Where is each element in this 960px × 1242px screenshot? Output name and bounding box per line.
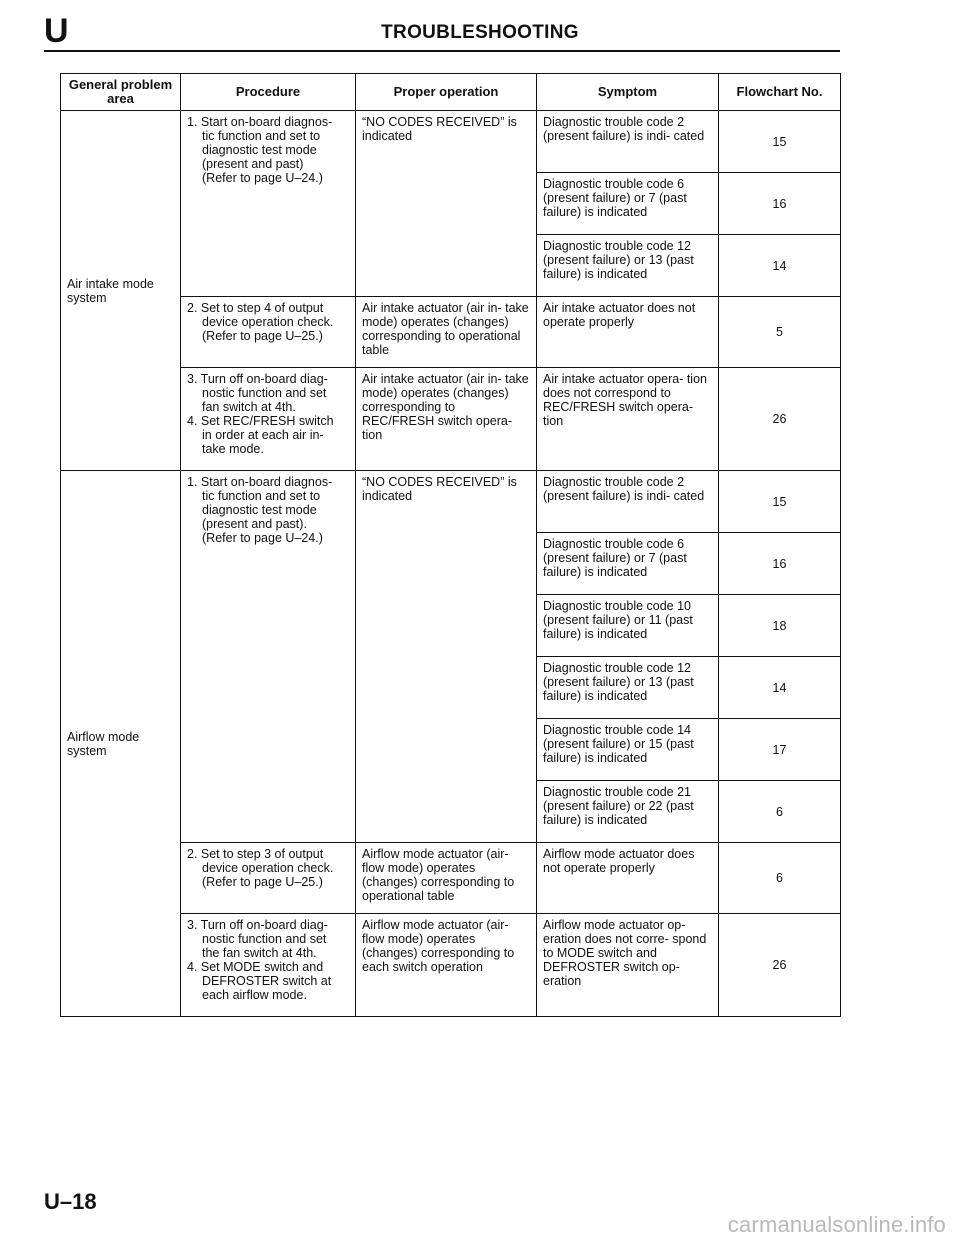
flowchart-number-cell: 18 bbox=[719, 595, 841, 657]
procedure-line: each airflow mode. bbox=[202, 988, 307, 1002]
proper-operation-cell: Airflow mode actuator (air- flow mode) operates (changes) corresponding to operational table bbox=[356, 843, 537, 914]
proper-operation-cell: “NO CODES RECEIVED” is indicated bbox=[356, 471, 537, 843]
procedure-line: nostic function and set bbox=[202, 386, 327, 400]
procedure-cell bbox=[181, 914, 356, 1017]
column-header-symptom: Symptom bbox=[537, 74, 719, 111]
symptom-cell: Diagnostic trouble code 2 (present failure) is indi- cated bbox=[537, 111, 719, 173]
symptom-cell: Air intake actuator does not operate properly bbox=[537, 297, 719, 368]
procedure-line: 2. Set to step 3 of output bbox=[187, 847, 324, 861]
symptom-cell: Diagnostic trouble code 12 (present failure) or 13 (past failure) is indicated bbox=[537, 235, 719, 297]
procedure-line: (Refer to page U–24.) bbox=[202, 531, 323, 545]
procedure-line: nostic function and set bbox=[202, 932, 327, 946]
procedure-line: take mode. bbox=[202, 442, 264, 456]
procedure-line: (Refer to page U–25.) bbox=[202, 329, 323, 343]
column-header-general-problem-area: General problem area bbox=[61, 74, 181, 111]
procedure-line: 4. Set MODE switch and bbox=[187, 960, 324, 974]
procedure-line: 4. Set REC/FRESH switch bbox=[187, 414, 334, 428]
flowchart-number-cell: 26 bbox=[719, 368, 841, 471]
column-header-procedure: Procedure bbox=[181, 74, 356, 111]
column-header-proper-operation: Proper operation bbox=[356, 74, 537, 111]
troubleshooting-table bbox=[60, 73, 841, 1017]
flowchart-number-cell: 17 bbox=[719, 719, 841, 781]
procedure-line: diagnostic test mode bbox=[202, 503, 317, 517]
proper-operation-cell: Airflow mode actuator (air- flow mode) operates (changes) corresponding to each switch operation bbox=[356, 914, 537, 1017]
procedure-line: (present and past). bbox=[202, 517, 307, 531]
proper-operation-cell: Air intake actuator (air in- take mode) operates (changes) corresponding to REC/FRESH switch opera- tion bbox=[356, 368, 537, 471]
procedure-line: DEFROSTER switch at bbox=[202, 974, 332, 988]
flowchart-number-cell: 16 bbox=[719, 533, 841, 595]
symptom-cell: Diagnostic trouble code 21 (present failure) or 22 (past failure) is indicated bbox=[537, 781, 719, 843]
procedure-line: (present and past) bbox=[202, 157, 304, 171]
flowchart-number-cell: 15 bbox=[719, 471, 841, 533]
symptom-cell: Air intake actuator opera- tion does not correspond to REC/FRESH switch opera- tion bbox=[537, 368, 719, 471]
procedure-line: 3. Turn off on-board diag- bbox=[187, 372, 328, 386]
procedure-line: the fan switch at 4th. bbox=[202, 946, 317, 960]
procedure-line: 1. Start on-board diagnos- bbox=[187, 115, 333, 129]
procedure-cell bbox=[181, 111, 356, 297]
page-title: TROUBLESHOOTING bbox=[381, 22, 579, 43]
procedure-line: (Refer to page U–24.) bbox=[202, 171, 323, 185]
page-number: U–18 bbox=[44, 1189, 97, 1214]
flowchart-number-cell: 14 bbox=[719, 235, 841, 297]
procedure-line: 2. Set to step 4 of output bbox=[187, 301, 324, 315]
proper-operation-cell: “NO CODES RECEIVED” is indicated bbox=[356, 111, 537, 297]
table-header-row bbox=[61, 74, 841, 111]
procedure-line: (Refer to page U–25.) bbox=[202, 875, 323, 889]
flowchart-number-cell: 6 bbox=[719, 781, 841, 843]
flowchart-number-cell: 14 bbox=[719, 657, 841, 719]
symptom-cell: Diagnostic trouble code 12 (present failure) or 13 (past failure) is indicated bbox=[537, 657, 719, 719]
symptom-cell: Diagnostic trouble code 10 (present failure) or 11 (past failure) is indicated bbox=[537, 595, 719, 657]
symptom-cell: Airflow mode actuator op- eration does not corre- spond to MODE switch and DEFROSTER switch op- eration bbox=[537, 914, 719, 1017]
procedure-line: 1. Start on-board diagnos- bbox=[187, 475, 333, 489]
symptom-cell: Diagnostic trouble code 6 (present failure) or 7 (past failure) is indicated bbox=[537, 533, 719, 595]
procedure-line: 3. Turn off on-board diag- bbox=[187, 918, 328, 932]
flowchart-number-cell: 16 bbox=[719, 173, 841, 235]
flowchart-number-cell: 5 bbox=[719, 297, 841, 368]
watermark: carmanualsonline.info bbox=[727, 1212, 946, 1237]
table-row bbox=[61, 111, 841, 173]
table-row bbox=[61, 471, 841, 533]
procedure-cell bbox=[181, 843, 356, 914]
section-letter: U bbox=[44, 12, 69, 50]
procedure-line: in order at each air in- bbox=[202, 428, 324, 442]
proper-operation-cell: Air intake actuator (air in- take mode) operates (changes) corresponding to operational table bbox=[356, 297, 537, 368]
procedure-line: tic function and set to bbox=[202, 129, 321, 143]
procedure-cell bbox=[181, 368, 356, 471]
flowchart-number-cell: 6 bbox=[719, 843, 841, 914]
procedure-line: diagnostic test mode bbox=[202, 143, 317, 157]
flowchart-number-cell: 26 bbox=[719, 914, 841, 1017]
column-header-flowchart-number: Flowchart No. bbox=[719, 74, 841, 111]
symptom-cell: Airflow mode actuator does not operate properly bbox=[537, 843, 719, 914]
procedure-cell bbox=[181, 471, 356, 843]
flowchart-number-cell: 15 bbox=[719, 111, 841, 173]
problem-area-cell: Airflow mode system bbox=[61, 471, 181, 1017]
procedure-line: device operation check. bbox=[202, 861, 334, 875]
procedure-line: fan switch at 4th. bbox=[202, 400, 296, 414]
symptom-cell: Diagnostic trouble code 2 (present failure) is indi- cated bbox=[537, 471, 719, 533]
procedure-line: tic function and set to bbox=[202, 489, 321, 503]
procedure-cell bbox=[181, 297, 356, 368]
procedure-line: device operation check. bbox=[202, 315, 334, 329]
symptom-cell: Diagnostic trouble code 14 (present failure) or 15 (past failure) is indicated bbox=[537, 719, 719, 781]
table-body bbox=[61, 111, 841, 1017]
title-rule bbox=[44, 50, 840, 52]
problem-area-cell: Air intake mode system bbox=[61, 111, 181, 471]
symptom-cell: Diagnostic trouble code 6 (present failure) or 7 (past failure) is indicated bbox=[537, 173, 719, 235]
